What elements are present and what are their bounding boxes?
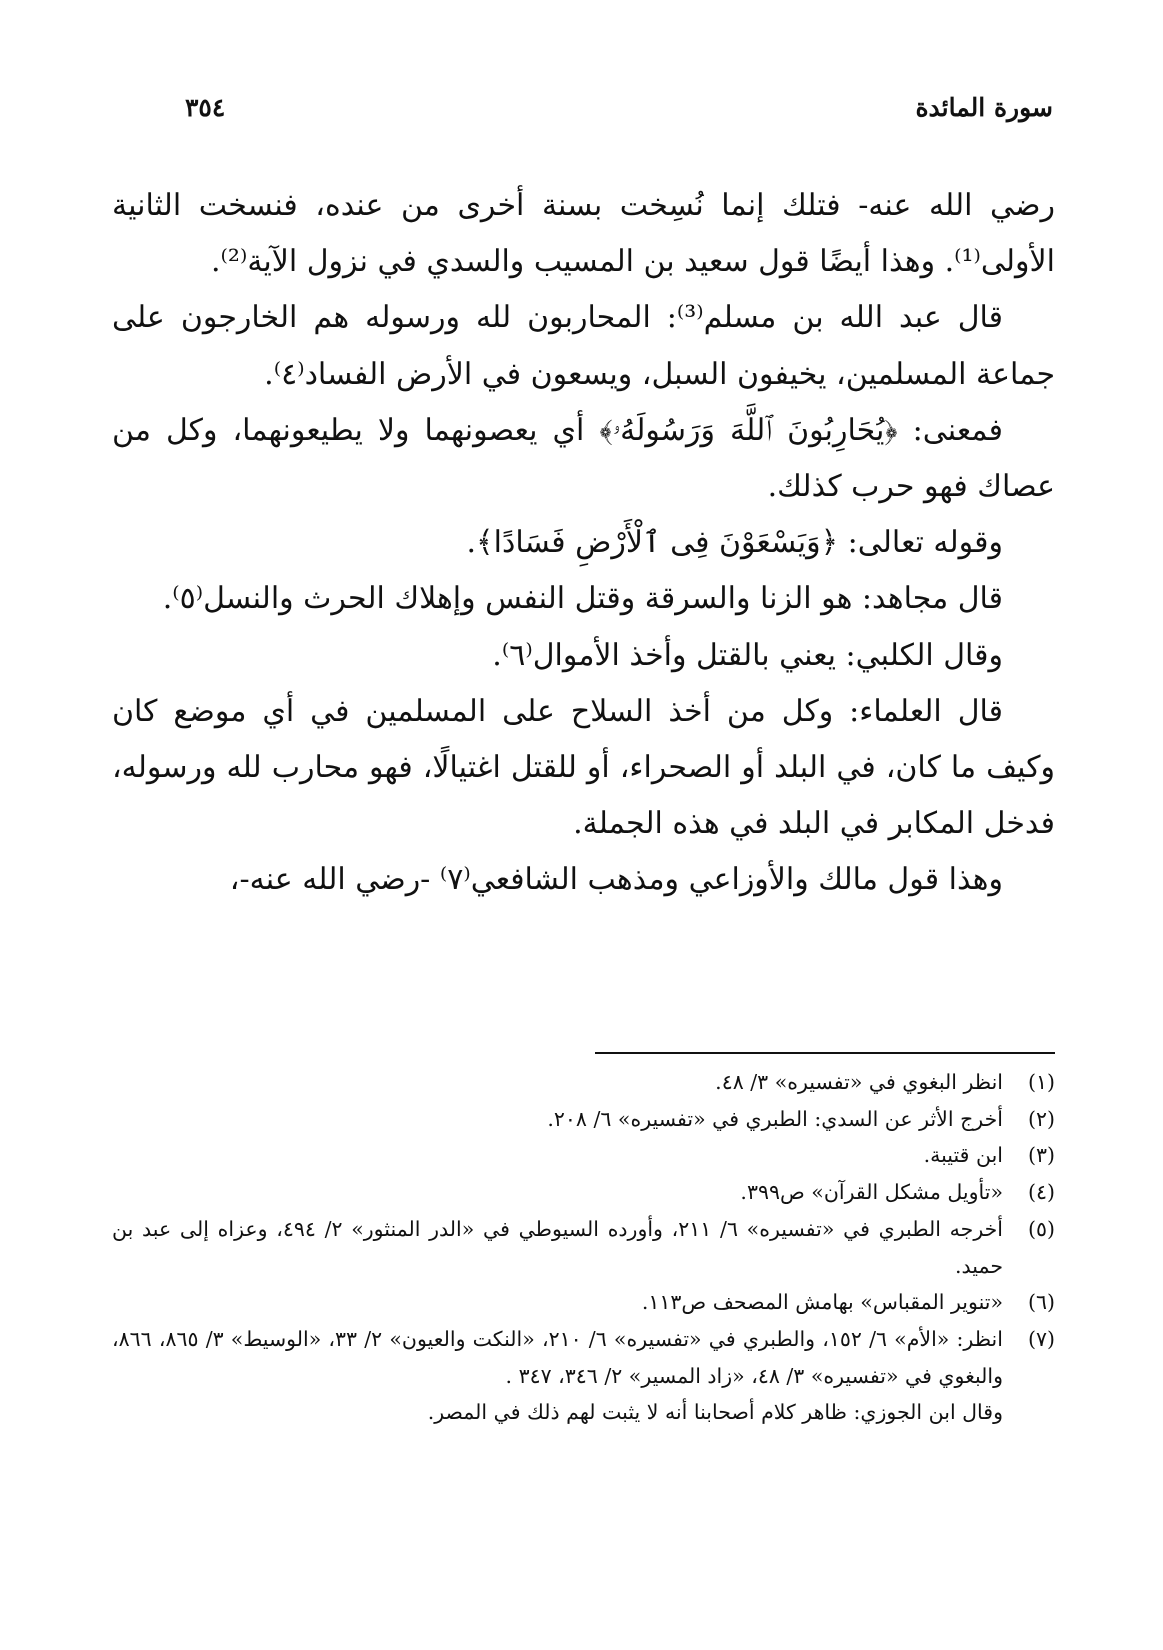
footnotes [112,1064,1055,1431]
footnote-number: (٤) [1027,1180,1055,1205]
footnote-number: (٧) [1027,1326,1055,1351]
footnote-text: أخرجه الطبري في «تفسيره» ٦/ ٢١١، وأورده السيوطي في «الدر المنثور» ٢/ ٤٩٤، وعزاه إلى عبد بن حميد. [112,1216,1004,1278]
footnote-text: انظر البغوي في «تفسيره» ٣/ ٤٨. [715,1070,1003,1094]
paragraph: قال مجاهد: هو الزنا والسرقة وقتل النفس وإهلاك الحرث والنسل⁽٥⁾. [162,581,1003,617]
main-text [112,178,1055,909]
footnote-text: انظر: «الأم» ٦/ ١٥٢، والطبري في «تفسيره» ٦/ ٢١٠، «النكت والعيون» ٢/ ٣٣، «الوسيط» ٣/ ٨٦٥، ٨٦٦، والبغوي في «تفسيره» ٣/ ٤٨، «زاد المسير» ٢/ ٣٤٦، ٣٤٧ . [112,1326,1003,1388]
paragraph: وقال الكلبي: يعني بالقتل وأخذ الأموال⁽٦⁾. [492,637,1003,673]
footnote-text: «تأويل مشكل القرآن» ص٣٩٩. [740,1180,1003,1205]
footnote-number: (٢) [1027,1106,1055,1131]
footnote-number: (٥) [1027,1216,1055,1241]
footnote [112,1064,1055,1101]
footnote [112,1321,1055,1394]
footnote-extra: وقال ابن الجوزي: ظاهر كلام أصحابنا أنه لا يثبت لهم ذلك في المصر. [427,1400,1003,1425]
paragraph: رضي الله عنه- فتلك إنما نُسِخت بسنة أخرى من عنده، فنسخت الثانية الأولى⁽¹⁾. وهذا أيضًا قول سعيد بن المسيب والسدي في نزول الآية⁽²⁾. [112,188,1055,280]
footnote [112,1174,1055,1211]
footnote-number: (١) [1027,1070,1055,1094]
page-number: ٣٥٤ [185,92,226,122]
footnote [112,1101,1055,1138]
paragraph: وقوله تعالى: ﴿وَيَسْعَوْنَ فِى ٱلْأَرْضِ فَسَادًا﴾. [466,525,1003,561]
footnote [112,1284,1055,1321]
footnote-divider [595,1052,1055,1054]
paragraph: وهذا قول مالك والأوزاعي ومذهب الشافعي⁽٧⁾ -رضي الله عنه-، [229,862,1003,898]
footnote-number: (٣) [1027,1143,1055,1168]
footnote-number: (٦) [1027,1290,1055,1315]
surah-title: سورة المائدة [915,92,1053,122]
footnote-text: «تنوير المقباس» بهامش المصحف ص١١٣. [641,1290,1003,1315]
footnote [112,1137,1055,1174]
paragraph: قال العلماء: وكل من أخذ السلاح على المسلمين في أي موضع كان وكيف ما كان، في البلد أو الصحراء، أو للقتل اغتيالًا، فهو محارب لله ورسوله، فدخل المكابر في البلد في هذه الجملة. [112,693,1055,842]
paragraph: فمعنى: ﴿يُحَارِبُونَ ٱللَّهَ وَرَسُولَهُۥ﴾ أي يعصونهما ولا يطيعونهما، وكل من عصاك فهو حرب كذلك. [112,412,1055,505]
footnote-text: ابن قتيبة. [923,1143,1003,1168]
footnote [112,1211,1055,1284]
paragraph: قال عبد الله بن مسلم⁽³⁾: المحاربون لله ورسوله هم الخارجون على جماعة المسلمين، يخيفون السبل، ويسعون في الأرض الفساد⁽٤⁾. [112,300,1055,392]
footnote-text: أخرج الأثر عن السدي: الطبري في «تفسيره» ٦/ ٢٠٨. [547,1106,1003,1131]
page-header [185,82,1053,132]
